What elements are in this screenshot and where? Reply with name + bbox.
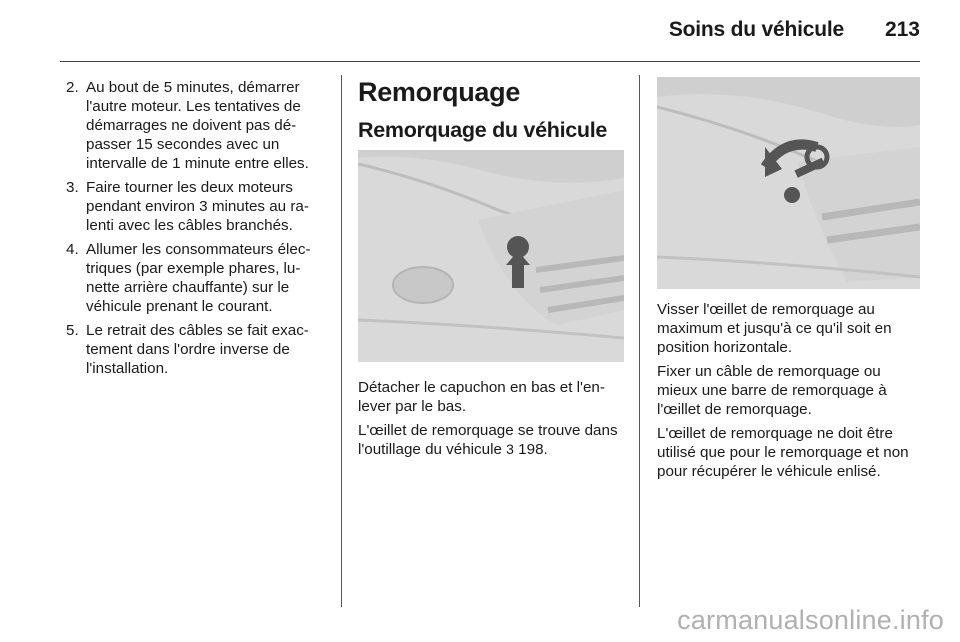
- step-text: Au bout de 5 minutes, démarrer l'autre moteur. Les tentatives de démarrages ne doivent pas dé-passer 15 secondes avec un intervalle de 1 minute entre elles.: [86, 79, 309, 172]
- column-tow-eye-text: [657, 300, 922, 486]
- step-item: [60, 240, 330, 316]
- subsection-title: Remorquage du véhicule: [358, 118, 608, 142]
- running-title: Soins du véhicule: [668, 18, 844, 41]
- section-title: Remorquage: [358, 77, 521, 107]
- step-number: 5.: [66, 322, 79, 339]
- page-header: [60, 0, 920, 62]
- column-divider: [639, 75, 640, 607]
- step-item: [60, 321, 330, 378]
- page-number: 213: [884, 18, 920, 41]
- step-number: 2.: [66, 79, 79, 96]
- page-reference-number: 198.: [518, 441, 548, 458]
- step-item: [60, 178, 330, 235]
- paragraph: Fixer un câble de remorquage ou mieux une barre de remorquage à l'œillet de remorquage.: [657, 363, 887, 418]
- column-divider: [341, 75, 342, 607]
- watermark: carmanualsonline.info: [677, 605, 944, 635]
- step-text: Faire tourner les deux moteurs pendant environ 3 minutes au ra-lenti avec les câbles branchés.: [86, 179, 309, 234]
- step-item: [60, 78, 330, 173]
- column-towing-intro: [358, 78, 624, 142]
- bumper-cap-removal-illustration-icon: [358, 150, 624, 362]
- step-number: 3.: [66, 179, 79, 196]
- paragraph: [358, 421, 624, 459]
- paragraph: L'œillet de remorquage ne doit être utilisé que pour le remorquage et non pour récupérer le véhicule enlisé.: [657, 425, 909, 480]
- page-reference-icon: 3: [506, 441, 514, 457]
- step-text: Allumer les consommateurs élec-triques (par exemple phares, lu-nette arrière chauffante) sur le véhicule prenant le courant.: [86, 241, 311, 315]
- tow-eye-screw-in-illustration-icon: [657, 77, 920, 289]
- column-steps: [60, 78, 330, 383]
- step-list: [60, 78, 330, 378]
- paragraph: Visser l'œillet de remorquage au maximum et jusqu'à ce qu'il soit en position horizontale.: [657, 301, 892, 356]
- paragraph-text: L'œillet de remorquage se trouve dans l'outillage du véhicule: [358, 422, 618, 458]
- step-number: 4.: [66, 241, 79, 258]
- step-text: Le retrait des câbles se fait exac-tement dans l'ordre inverse de l'installation.: [86, 322, 309, 377]
- paragraph: Détacher le capuchon en bas et l'en-lever par le bas.: [358, 379, 605, 415]
- column-towing-text: [358, 378, 624, 464]
